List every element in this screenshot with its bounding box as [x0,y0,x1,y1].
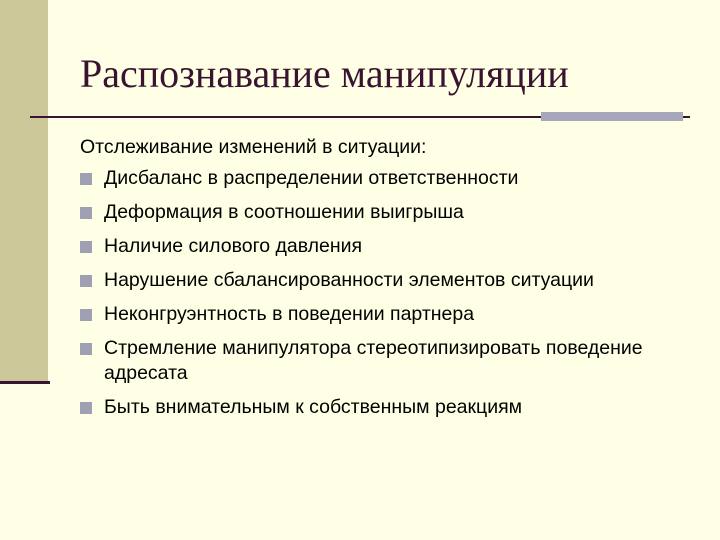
square-bullet-icon [80,402,92,414]
slide-title: Распознавание манипуляции [80,51,569,96]
side-decoration-line [0,381,50,384]
list-item [80,302,690,327]
list-item-text: Наличие силового давления [104,235,363,257]
list-item [80,268,690,293]
square-bullet-icon [80,343,92,355]
list-item-text: Нарушение сбалансированности элементов ситуации [104,269,594,291]
square-bullet-icon [80,309,92,321]
intro-text: Отслеживание изменений в ситуации: [80,136,427,158]
slide-body [80,135,690,429]
bullet-list [80,166,690,420]
square-bullet-icon [80,275,92,287]
square-bullet-icon [80,241,92,253]
list-item-text: Дисбаланс в распределении ответственности [104,167,519,189]
list-item [80,166,690,191]
square-bullet-icon [80,173,92,185]
list-item [80,234,690,259]
list-item [80,336,690,386]
side-decoration-bar [0,0,48,383]
list-item-text: Неконгруэнтность в поведении партнера [104,303,475,325]
list-item [80,200,690,225]
square-bullet-icon [80,207,92,219]
list-item-text: Быть внимательным к собственным реакциям [104,396,523,418]
title-divider-accent [541,112,683,121]
list-item [80,395,690,420]
list-item-text: Стремление манипулятора стереотипизировать поведение адресата [104,337,643,384]
list-item-text: Деформация в соотношении выигрыша [104,201,464,223]
